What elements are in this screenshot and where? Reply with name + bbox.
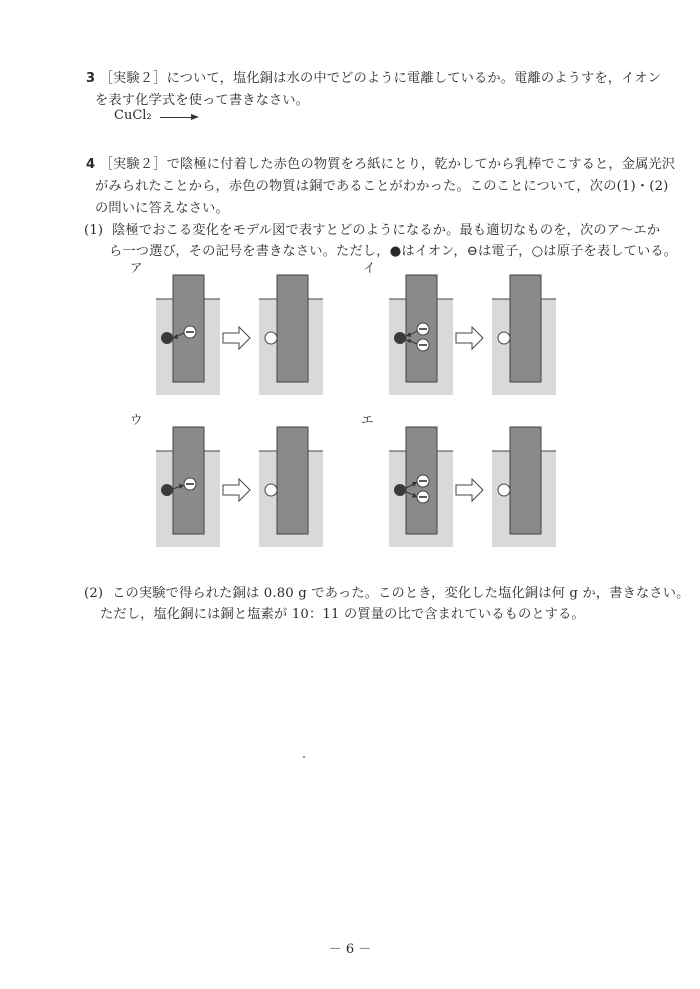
page-number: － 6 － bbox=[328, 942, 372, 957]
reaction-arrow-icon bbox=[191, 114, 199, 120]
q4-sub1-text-line1: 陰極でおこる変化をモデル図で表すとどのようになるか。最も適切なものを，次のア～エか bbox=[112, 223, 661, 238]
q4-line2: がみられたことから，赤色の物質は銅であることがわかった。このことについて，次の(1)・(2) bbox=[95, 179, 669, 194]
option-label-a: ア bbox=[130, 260, 143, 275]
transition-arrow-icon bbox=[456, 327, 483, 349]
q3-line1 bbox=[86, 67, 661, 86]
q4-sub2-text-line1: この実験で得られた銅は 0.80 g であった。このとき，変化した塩化銅は何 g か，書きなさい。 bbox=[112, 586, 690, 601]
beaker-after bbox=[492, 275, 556, 395]
beaker-before bbox=[389, 427, 453, 547]
q3-formula: CuCl₂ bbox=[114, 108, 152, 123]
option-label-e: エ bbox=[361, 412, 374, 427]
transition-arrow-icon bbox=[223, 327, 250, 349]
q4-sub2-line2: ただし，塩化銅には銅と塩素が 10：11 の質量の比で含まれているものとする。 bbox=[100, 607, 585, 622]
transition-arrow-icon bbox=[456, 479, 483, 501]
scan-speck bbox=[303, 756, 305, 758]
q4-sub1-line2: ら一つ選び，その記号を書きなさい。ただし，●はイオン，⊖は電子，○は原子を表している。 bbox=[109, 244, 678, 259]
diagram-option-a bbox=[150, 270, 330, 400]
q3-number: 3 bbox=[86, 71, 96, 86]
q4-sub1-line1 bbox=[84, 219, 660, 238]
q4-text-line1: ［実験２］で陰極に付着した赤色の物質をろ紙にとり，乾かしてから乳棒でこすると，金属光沢 bbox=[99, 157, 676, 172]
atom-icon bbox=[498, 484, 510, 496]
q4-line3: の問いに答えなさい。 bbox=[95, 201, 229, 216]
q4-number: 4 bbox=[86, 157, 96, 172]
atom-icon bbox=[498, 332, 510, 344]
diagram-option-u bbox=[150, 422, 330, 552]
transition-arrow-icon bbox=[223, 479, 250, 501]
reaction-arrow-line bbox=[160, 117, 192, 118]
diagram-option-e bbox=[383, 422, 563, 552]
ion-icon bbox=[394, 484, 406, 496]
atom-icon bbox=[265, 332, 277, 344]
option-label-u: ウ bbox=[130, 412, 143, 427]
beaker-before bbox=[156, 427, 220, 547]
beaker-after bbox=[259, 427, 323, 547]
atom-icon bbox=[265, 484, 277, 496]
beaker-before bbox=[389, 275, 453, 395]
q3-line2: を表す化学式を使って書きなさい。 bbox=[95, 93, 310, 108]
ion-icon bbox=[161, 332, 173, 344]
beaker-before bbox=[156, 275, 220, 395]
beaker-after bbox=[259, 275, 323, 395]
q4-line1 bbox=[86, 153, 675, 172]
q3-text-line1: ［実験２］について，塩化銅は水の中でどのように電離しているか。電離のようすを，イオン bbox=[99, 71, 662, 86]
q4-sub1-number: (1) bbox=[84, 223, 104, 238]
option-label-i: イ bbox=[363, 260, 376, 275]
beaker-after bbox=[492, 427, 556, 547]
q4-sub2-line1 bbox=[84, 582, 690, 601]
q4-sub2-number: (2) bbox=[84, 586, 104, 601]
ion-icon bbox=[161, 484, 173, 496]
diagram-option-i bbox=[383, 270, 563, 400]
ion-icon bbox=[394, 332, 406, 344]
